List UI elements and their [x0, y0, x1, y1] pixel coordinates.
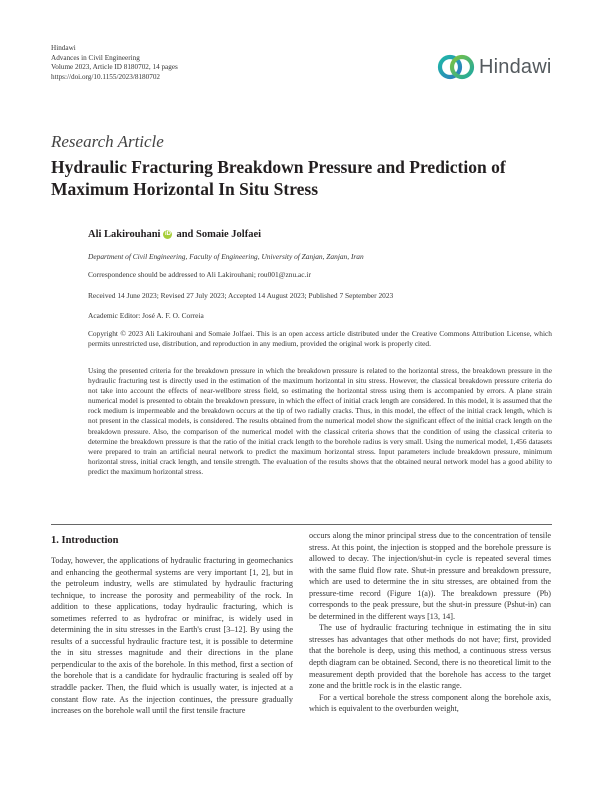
copyright-notice: Copyright © 2023 Ali Lakirouhani and Somaie Jolfaei. This is an open access article distributed under the Creative Commons Attribution License, which permits unrestricted use, distribution, and reproduction in any medium, provided the original work is properly cited. [88, 329, 552, 349]
hindawi-logo-icon [436, 52, 476, 82]
journal-header [51, 44, 178, 82]
article-title: Hydraulic Fracturing Breakdown Pressure and Prediction of Maximum Horizontal In Situ Stress [51, 157, 506, 199]
author-second[interactable]: and Somaie Jolfaei [176, 229, 262, 240]
body-column-right [309, 530, 551, 715]
intro-paragraph: For a vertical borehole the stress component along the borehole axis, which is equivalent to the overburden weight, [309, 692, 551, 714]
volume-info: Volume 2023, Article ID 8180702, 14 pages [51, 63, 178, 72]
article-type: Research Article [51, 132, 164, 151]
affiliation: Department of Civil Engineering, Faculty of Engineering, University of Zanjan, Zanjan, Iran [88, 252, 364, 261]
journal-name: Advances in Civil Engineering [51, 53, 140, 62]
doi-link[interactable]: https://doi.org/10.1155/2023/8180702 [51, 72, 161, 81]
abstract: Using the presented criteria for the breakdown pressure in which the breakdown pressure is related to the horizontal stress, the breakdown pressure in the hydraulic fracturing test is directly used in the estimation of the maximum horizontal in situ stress. However, the classical breakdown pressure criteria do not take into account the effects of near-wellbore stress field, so estimating the horizontal stress using them is accompanied by errors. A plane strain numerical model is presented to obtain the breakdown pressure, in which the effect of initial crack length are considered. In this model, it is assumed that the rock medium is impermeable and the breakdown occurs at the tip of two radially cracks. Thus, in this model, the effect of the initial crack length, which is not present in the classical models, is considered. The results obtained from the numerical model show the significant effect of the initial crack length on the breakdown pressure. Also, the comparison of the numerical model with the classical criteria shows that the condition of using the classical criteria to determine the breakdown pressure is that the ratio of the initial crack length to the borehole radius is very small. Using the numerical model, 1,456 datasets were prepared to train an artificial neural network to predict the maximum horizontal stress. Input parameters include breakdown pressure, minimum horizontal stress, initial crack length, and tensile strength. The evaluation of the results shows that the obtained neural network model has a good ability to predict the maximum horizontal stress. [88, 366, 552, 476]
orcid-icon[interactable]: iD [164, 231, 171, 237]
publication-dates: Received 14 June 2023; Revised 27 July 2023; Accepted 14 August 2023; Published 7 September 2023 [88, 291, 394, 300]
intro-paragraph: The use of hydraulic fracturing technique in estimating the in situ stresses has advantages that other methods do not have; first, provided that the borehole is deep, using this method, a continuous stress versus depth diagram can be obtained. Second, there is no theoretical limit to the measurement depth provided that the borehole has access to the target zone and the brittle rock is in the elastic range. [309, 623, 551, 691]
hindawi-logo [436, 50, 576, 84]
logo-text: Hindawi [479, 55, 552, 78]
author-first[interactable]: Ali Lakirouhani [88, 229, 161, 240]
intro-paragraph: occurs along the minor principal stress due to the concentration of tensile stress. At this point, the injection is stopped and the borehole pressure is allowed to decay. The injection/shut-in cycle is repeated several times with the same fluid flow rate. Shut-in pressure and breakdown pressure, which are used to determine the in situ stresses, are obtained from the pressure-time record (Figure 1(a)). The breakdown pressure (Pb) corresponds to the peak pressure, but the shut-in pressure (Pshut-in) can be determined in the different ways [13, 14]. [309, 531, 551, 621]
publisher-name: Hindawi [51, 44, 76, 52]
section-title-introduction: 1. Introduction [51, 535, 119, 546]
body-column-left [51, 555, 293, 717]
intro-paragraph: Today, however, the applications of hydraulic fracturing in geomechanics and enhancing the geothermal systems are very important [1, 2], but in the petroleum industry, wells are stimulated by hydraulic fracturing technique, to increase the porosity and permeability of the rock. In addition to these applications, today hydraulic fracturing, which is sometimes referred to as hydrofrac or minifrac, is widely used in determining the in situ stresses in the Earth's crust [3–12]. By using the results of a successful hydraulic fracture test, it is possible to determine the in situ stresses magnitude and their directions in the plane perpendicular to the axis of the borehole. In this method, first a section of the borehole that is a candidate for hydraulic fracturing is sealed off by straddle packer. Then, the fluid which is usually water, is injected at a constant flow rate. As the injection continues, the pressure gradually increases on the borehole wall until the first tensile fracture [51, 556, 293, 716]
section-divider [51, 524, 552, 525]
authors-line [88, 229, 261, 240]
academic-editor: Academic Editor: José A. F. O. Correia [88, 311, 204, 320]
correspondence: Correspondence should be addressed to Ali Lakirouhani; rou001@znu.ac.ir [88, 270, 311, 279]
